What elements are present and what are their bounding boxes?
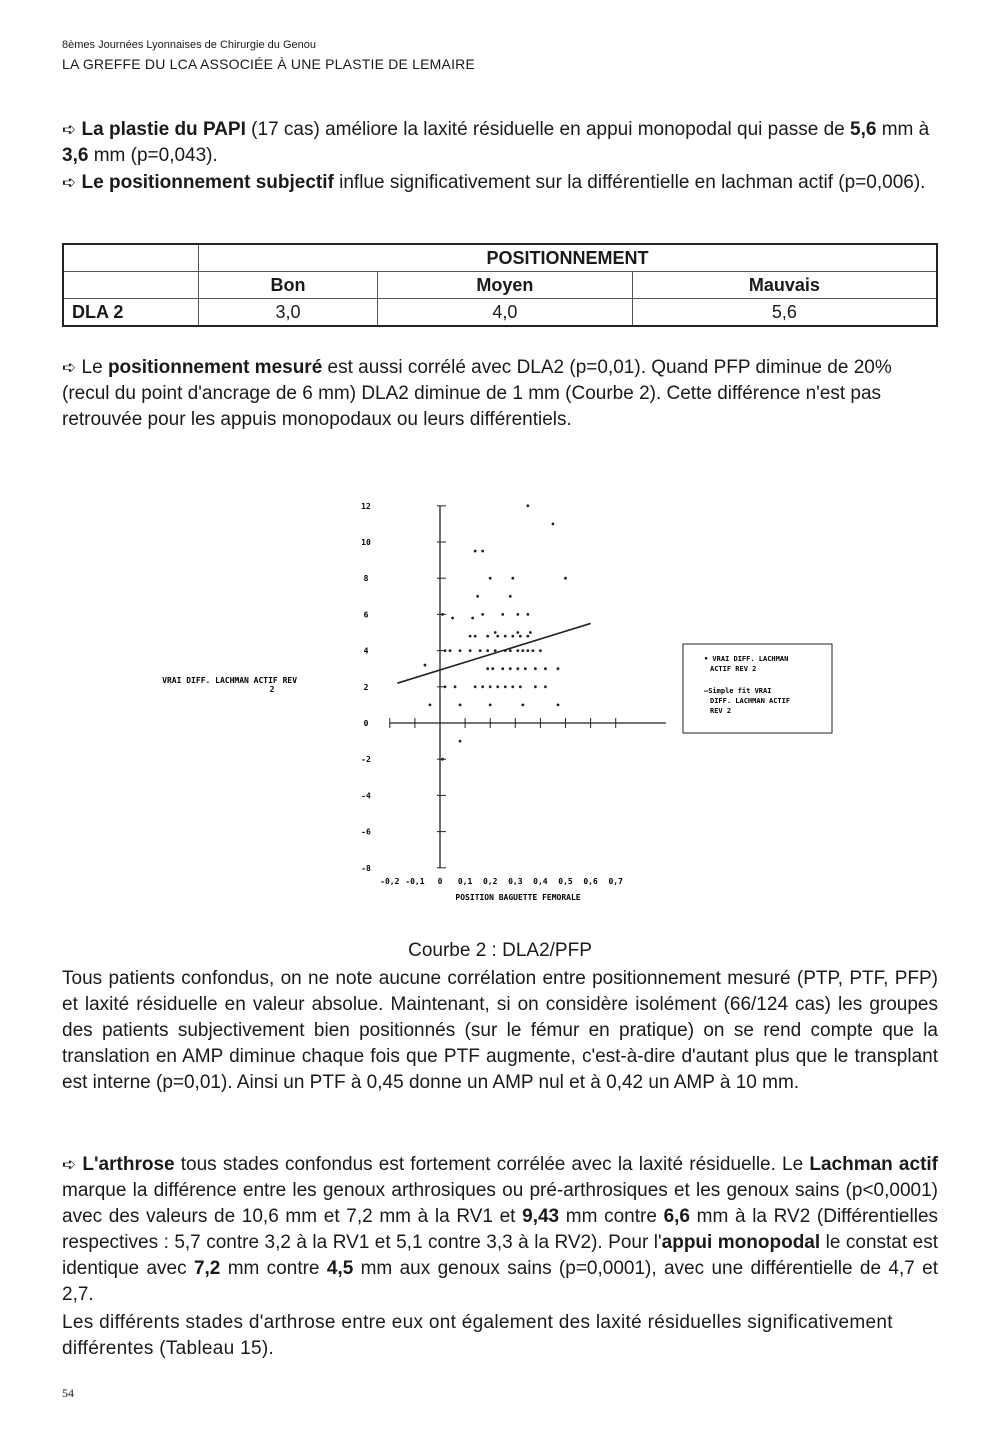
x-tick-label: 0,7	[608, 877, 623, 886]
data-point	[511, 635, 514, 638]
text-bold: La plastie du PAPI	[81, 119, 246, 140]
data-point	[552, 523, 555, 526]
text-bold: L'arthrose	[82, 1154, 175, 1175]
table-col-header: Mauvais	[632, 272, 937, 299]
text-bold: positionnement mesuré	[107, 357, 323, 378]
figure-caption: Courbe 2 : DLA2/PFP	[408, 940, 592, 961]
y-tick-label: 8	[363, 574, 369, 584]
data-point	[544, 667, 547, 670]
text: marque la différence entre les genoux arthrosiques ou pré-arthrosiques et les genoux sains (p<0,0001) avec des valeurs de 10,6 mm et 7,2 mm à la RV1 et	[62, 1180, 938, 1227]
data-point	[454, 685, 457, 688]
data-point	[526, 635, 529, 638]
scatter-chart	[0, 470, 1000, 910]
y-tick-label: 6	[363, 610, 369, 620]
legend	[683, 644, 832, 733]
data-point	[516, 649, 519, 652]
x-tick-label: -0,2	[380, 877, 400, 886]
data-point	[481, 550, 484, 553]
data-point	[544, 685, 547, 688]
paragraph-arthrose	[62, 1152, 938, 1308]
data-point	[459, 740, 462, 743]
table-row-label: DLA 2	[63, 299, 199, 327]
data-point	[526, 504, 529, 507]
y-tick-label: -2	[361, 755, 371, 765]
y-tick-label: 2	[363, 682, 369, 692]
data-point	[511, 685, 514, 688]
text: Le	[76, 357, 108, 378]
text-bold: 5,6	[850, 119, 877, 140]
text: tous stades confondus est fortement corrélée avec la laxité résiduelle. Le	[174, 1154, 810, 1175]
data-point	[564, 577, 567, 580]
text-bold: Le positionnement subjectif	[81, 172, 334, 193]
data-point	[486, 649, 489, 652]
arrow-icon: ➪	[62, 120, 77, 139]
data-point	[531, 649, 534, 652]
data-point	[444, 685, 447, 688]
data-point	[474, 635, 477, 638]
paragraph-correlation: Tous patients confondus, on ne note aucune corrélation entre positionnement mesuré (PTP, PTF, PFP) et laxité résiduelle en valeur absolue. Maintenant, si on considère isolément (66/124 cas) les groupes des patients subjectivement bien positionnés (sur le fémur en pratique) on se rend compte que la translation en AMP diminue chaque fois que PTF augmente, c'est-à-dire d'autant plus que le transplant est interne (p=0,01). Ainsi un PTF à 0,45 donne un AMP nul et à 0,42 un AMP à 10 mm.	[62, 968, 938, 1093]
paragraph-positionnement-subjectif	[62, 170, 938, 196]
table-cell: 3,0	[199, 299, 378, 327]
text: mm contre	[559, 1206, 664, 1227]
data-point	[501, 613, 504, 616]
x-tick-label: 0,2	[482, 877, 498, 886]
x-tick-label: 0,4	[533, 877, 548, 886]
text-bold: appui monopodal	[661, 1232, 821, 1253]
paragraph-stades: Les différents stades d'arthrose entre eux ont également des laxité résiduelles significativement différentes (Tableau 15).	[62, 1312, 893, 1359]
text-bold: 7,2	[193, 1258, 221, 1279]
data-point	[521, 704, 524, 707]
data-point	[509, 595, 512, 598]
data-point	[459, 649, 462, 652]
y-axis-label-line: VRAI DIFF. LACHMAN ACTIF REV	[162, 676, 298, 685]
data-point	[481, 685, 484, 688]
data-point	[496, 685, 499, 688]
data-point	[494, 631, 497, 634]
data-point	[451, 617, 454, 620]
data-point	[444, 649, 447, 652]
data-point	[469, 649, 472, 652]
data-point	[504, 635, 507, 638]
text-bold: Lachman actif	[809, 1154, 939, 1175]
y-axis-label-line: 2	[269, 685, 275, 694]
data-point	[481, 613, 484, 616]
data-point	[526, 613, 529, 616]
table-cell: 5,6	[632, 299, 937, 327]
data-point	[526, 649, 529, 652]
y-axis-label	[162, 676, 302, 694]
data-point	[539, 649, 542, 652]
data-point	[486, 635, 489, 638]
text: influe significativement sur la différentielle en lachman actif (p=0,006).	[333, 172, 926, 193]
text: mm à	[876, 119, 930, 140]
table-corner	[63, 244, 199, 272]
data-point	[519, 635, 522, 638]
table-title: POSITIONNEMENT	[199, 244, 938, 272]
data-point	[516, 631, 519, 634]
arrow-icon: ➪	[62, 1155, 77, 1174]
data-point	[557, 704, 560, 707]
text: mm à la RV2 (Différentielles respectives : 5,7 contre 3,2 à la RV1 et 5,1 contre 3,3 à la RV2). Pour l'	[62, 1206, 939, 1253]
legend-entry-fit	[704, 687, 794, 715]
x-tick-label: 0,6	[583, 877, 598, 886]
x-tick-label: -0,1	[405, 877, 425, 886]
x-tick-label: 0,5	[558, 877, 573, 886]
legend-entry-points	[704, 655, 793, 673]
running-header-title: LA GREFFE DU LCA ASSOCIÉE À UNE PLASTIE DE LEMAIRE	[62, 56, 476, 72]
text: le constat est identique avec	[62, 1232, 938, 1279]
x-tick-label: 0,1	[457, 877, 473, 886]
y-tick-label: 12	[361, 501, 371, 511]
table-corner	[63, 272, 199, 299]
data-point	[519, 685, 522, 688]
data-point	[489, 577, 492, 580]
y-tick-label: 4	[363, 646, 369, 656]
data-point	[516, 667, 519, 670]
data-point	[486, 667, 489, 670]
legend-line: —Simple fit VRAI	[704, 687, 772, 695]
text: mm (p=0,043).	[88, 145, 218, 166]
text: est aussi corrélé avec DLA2 (p=0,01). Quand PFP diminue de 20% (recul du point d'ancrage de 6 mm) DLA2 diminue de 1 mm (Courbe 2). Cette différence n'est pas retrouvée pour les appuis monopodaux ou leurs différentiels.	[62, 357, 892, 430]
text: (17 cas) améliore la laxité résiduelle en appui monopodal qui passe de	[245, 119, 851, 140]
legend-line: REV 2	[710, 707, 732, 715]
data-point	[509, 667, 512, 670]
data-point	[504, 685, 507, 688]
text-bold: 4,5	[326, 1258, 354, 1279]
arrow-icon: ➪	[62, 173, 77, 192]
data-point	[491, 667, 494, 670]
data-point	[534, 667, 537, 670]
table-col-header: Bon	[199, 272, 378, 299]
paragraph-positionnement-mesure	[62, 355, 938, 433]
data-point	[441, 613, 444, 616]
data-point	[524, 667, 527, 670]
x-tick-label: 0	[437, 877, 443, 886]
data-point	[501, 667, 504, 670]
data-point	[429, 704, 432, 707]
data-point	[459, 704, 462, 707]
data-point	[424, 664, 427, 667]
legend-line: DIFF. LACHMAN ACTIF	[710, 697, 791, 705]
positionnement-table	[62, 243, 938, 327]
data-point	[479, 649, 482, 652]
data-point	[529, 631, 532, 634]
data-point	[449, 649, 452, 652]
y-tick-label: 10	[361, 538, 371, 547]
data-point	[521, 649, 524, 652]
arrow-icon: ➪	[62, 358, 77, 377]
running-header-conference: 8èmes Journées Lyonnaises de Chirurgie du Genou	[62, 39, 316, 51]
y-tick-label: -6	[361, 827, 371, 837]
y-tick-label: -4	[361, 791, 371, 801]
data-point	[509, 649, 512, 652]
data-point	[441, 758, 444, 761]
text-bold: 3,6	[62, 145, 89, 166]
text-bold: 9,43	[522, 1206, 560, 1227]
data-point	[494, 649, 497, 652]
data-point	[534, 685, 537, 688]
table-cell: 4,0	[377, 299, 632, 327]
data-point	[476, 595, 479, 598]
y-tick-label: 0	[363, 719, 369, 728]
x-axis-label: POSITION BAGUETTE FEMORALE	[455, 893, 581, 902]
data-point	[471, 617, 474, 620]
text: mm contre	[220, 1258, 327, 1279]
data-point	[489, 704, 492, 707]
y-tick-label: -8	[361, 863, 371, 873]
data-point	[474, 550, 477, 553]
data-point	[489, 685, 492, 688]
data-point	[516, 613, 519, 616]
data-point	[474, 685, 477, 688]
text-bold: 6,6	[663, 1206, 690, 1227]
page-number: 54	[62, 1386, 74, 1400]
legend-line: ACTIF REV 2	[710, 665, 757, 673]
text: mm aux genoux sains (p=0,0001), avec une différentielle de 4,7 et 2,7.	[62, 1258, 938, 1305]
legend-line: • VRAI DIFF. LACHMAN	[704, 655, 789, 663]
data-point	[469, 635, 472, 638]
data-point	[511, 577, 514, 580]
table-col-header: Moyen	[377, 272, 632, 299]
paragraph-papi	[62, 117, 938, 169]
x-tick-label: 0,3	[508, 877, 523, 886]
data-point	[504, 649, 507, 652]
data-point	[496, 635, 499, 638]
data-point	[557, 667, 560, 670]
